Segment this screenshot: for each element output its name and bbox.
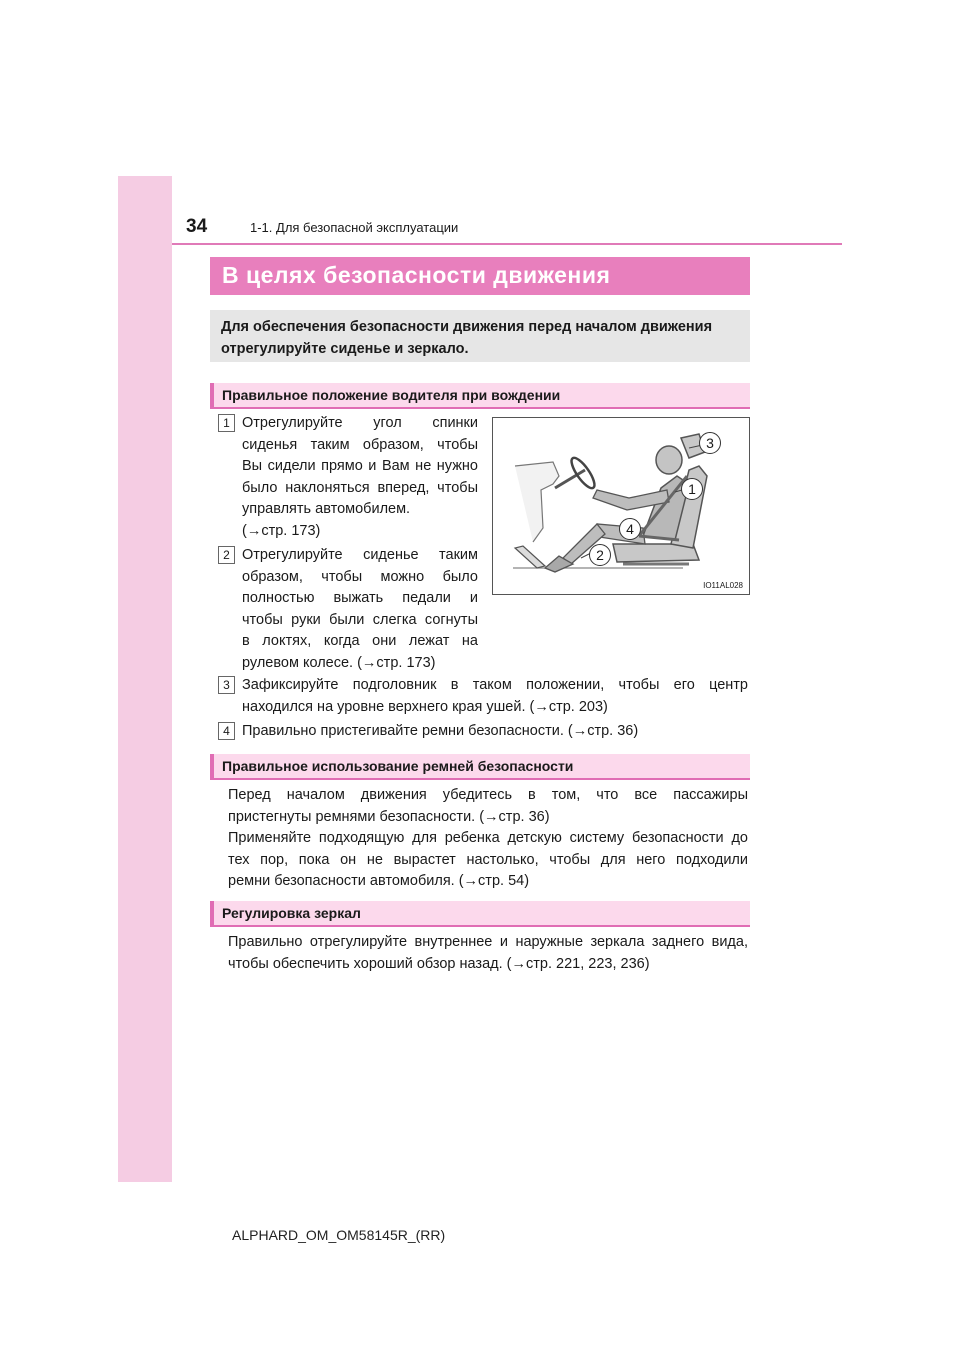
- item-1-text: [242, 413, 478, 542]
- text-line: Зафиксируйте подголовник в таком положении, чтобы его центр: [242, 677, 748, 693]
- item-number-2: 2: [218, 546, 235, 564]
- item-4-text: [242, 721, 748, 743]
- seatbelt-text: [228, 785, 748, 893]
- page-side-tab: [118, 176, 172, 1182]
- text-line: управлять автомобилем.: [242, 501, 411, 517]
- subheading-seatbelt-use: [210, 754, 750, 780]
- text-line: Перед началом движения убедитесь в том, что все пассажиры: [228, 787, 748, 803]
- document-code-footer: ALPHARD_OM_OM58145R_(RR): [232, 1227, 446, 1243]
- text-line: было наклоняться вперед, чтобы: [242, 479, 478, 496]
- item-number-3: 3: [218, 676, 235, 694]
- text-line: тех пор, пока он не вырастет настолько, чтобы для него подходили: [228, 851, 748, 868]
- text-line: чтобы обеспечить хороший обзор назад. (→стр. 221, 223, 236): [228, 955, 650, 972]
- mirror-text: [228, 932, 748, 975]
- figure-code: IO11AL028: [703, 581, 743, 590]
- text-line: рулевом колесе. (→стр. 173): [242, 654, 436, 671]
- section-reference: 1-1. Для безопасной эксплуатации: [250, 220, 459, 235]
- text-line: пристегнуты ремнями безопасности. (→стр. 36): [228, 808, 550, 825]
- text-line: Правильно пристегивайте ремни безопасности. (→стр. 36): [242, 723, 639, 739]
- item-number-1: 1: [218, 414, 235, 432]
- text-line: Отрегулируйте угол спинки: [242, 415, 478, 431]
- callout-1: 1: [681, 478, 703, 500]
- header-divider: [172, 243, 842, 245]
- text-line: чтобы руки были слегка согнуты: [242, 611, 478, 628]
- subheading-driver-position: [210, 383, 750, 409]
- intro-text: Для обеспечения безопасности движения перед началом движения отрегулируйте сиденье и зеркало.: [221, 319, 713, 357]
- callout-2: 2: [589, 544, 611, 566]
- page-number: 34: [186, 216, 208, 237]
- item-2-text: [242, 545, 478, 674]
- text-line: Вы сидели прямо и Вам не нужно: [242, 458, 478, 474]
- intro-box: [210, 310, 750, 362]
- item-number-4: 4: [218, 722, 235, 740]
- subheading-label: Регулировка зеркал: [222, 905, 361, 921]
- text-line: (→стр. 173): [242, 522, 321, 539]
- page-title: В целях безопасности движения: [222, 262, 611, 288]
- callout-3: 3: [699, 432, 721, 454]
- text-line: в локтях, когда они лежат на: [242, 633, 478, 649]
- text-line: образом, чтобы можно было: [242, 568, 478, 585]
- page-title-bar: [210, 257, 750, 295]
- text-line: ремни безопасности автомобиля. (→стр. 54): [228, 873, 530, 889]
- callout-4: 4: [619, 518, 641, 540]
- text-line: Отрегулируйте сиденье таким: [242, 547, 478, 563]
- text-line: сиденья таким образом, чтобы: [242, 436, 478, 453]
- subheading-mirror-adjust: [210, 901, 750, 927]
- subheading-label: Правильное положение водителя при вождении: [222, 387, 561, 403]
- item-3-text: [242, 675, 748, 718]
- text-line: Применяйте подходящую для ребенка детскую систему безопасности до: [228, 830, 748, 846]
- text-line: находился на уровне верхнего края ушей. (→стр. 203): [242, 698, 608, 715]
- driver-position-illustration: [492, 417, 750, 595]
- text-line: Правильно отрегулируйте внутреннее и наружные зеркала заднего вида,: [228, 934, 748, 950]
- text-line: полностью выжать педали и: [242, 590, 478, 606]
- subheading-label: Правильное использование ремней безопасности: [222, 758, 574, 774]
